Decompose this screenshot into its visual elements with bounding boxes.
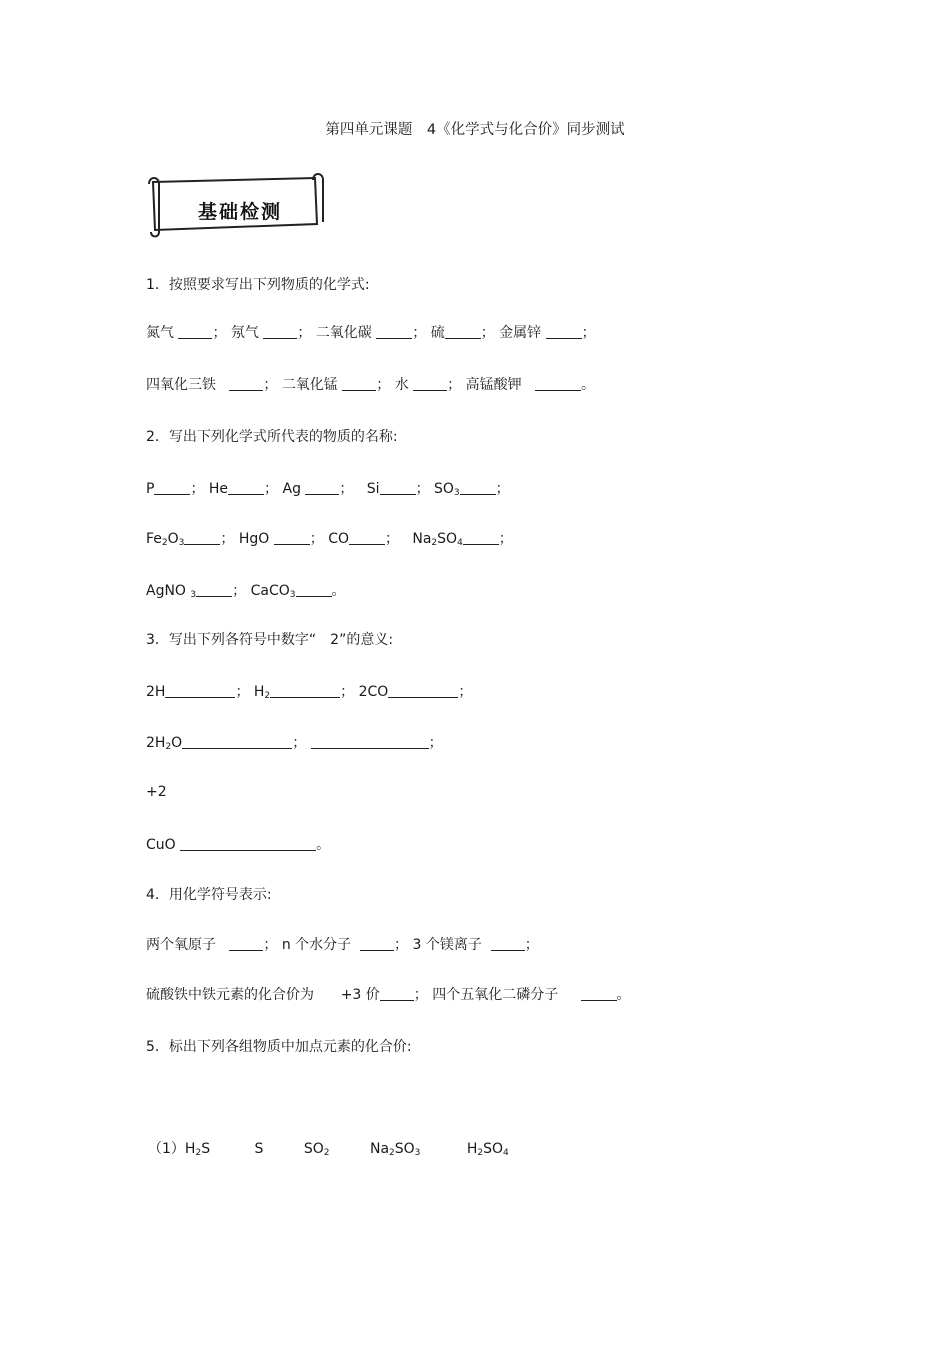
q2-line2: $Fe_2O_3$ ； HgO ； CO ； $Na_2SO_4$ ； [146,531,513,548]
q5-item-1: $(1)H_2S$ S $SO_2$ $Na_2SO_3$ $H_2SO_4$ [148,1141,509,1158]
q2-line1: P ； He ； Ag ； Si ； $SO_3$ ； [146,481,510,498]
q1-line2: 四氧化三铁 ； 二氧化锰 ； 水 ； 高锰酸钾 。 [146,377,595,393]
q1-line1: 氮气 ； 氖气 ； 二氧化碳 ； 硫 ； 金属锌 ； [146,325,596,341]
q3-valence: +2 [146,784,167,800]
q5-prompt: 5．标出下列各组物质中加点元素的化合价: [146,1039,412,1055]
q3-prompt: 3．写出下列各符号中数字“ 2”的意义: [146,632,394,648]
page-title: 第四单元课题 4《化学式与化合价》同步测试 [325,122,625,138]
q4-line1: 两个氧原子 ； n 个水分子 ； 3 个镁离子 ； [146,937,539,953]
q4-prompt: 4．用化学符号表示: [146,887,272,903]
q2-line3: AgNO $_3$ ； CaCO$_3$ 。 [146,583,346,600]
q4-line2: 硫酸铁中铁元素的化合价为 +3 价 ； 四个五氧化二磷分子 。 [146,987,631,1003]
q3-line1: 2H ； $H_2$ ； 2CO ； [146,684,473,701]
q3-line3: CuO 。 [146,837,331,853]
q3-line2: $2H_2O$ ； ； [146,735,443,752]
q2-prompt: 2．写出下列化学式所代表的物质的名称: [146,429,398,445]
section-banner-label: 基础检测 [197,201,282,223]
q1-prompt: 1．按照要求写出下列物质的化学式: [146,277,370,293]
